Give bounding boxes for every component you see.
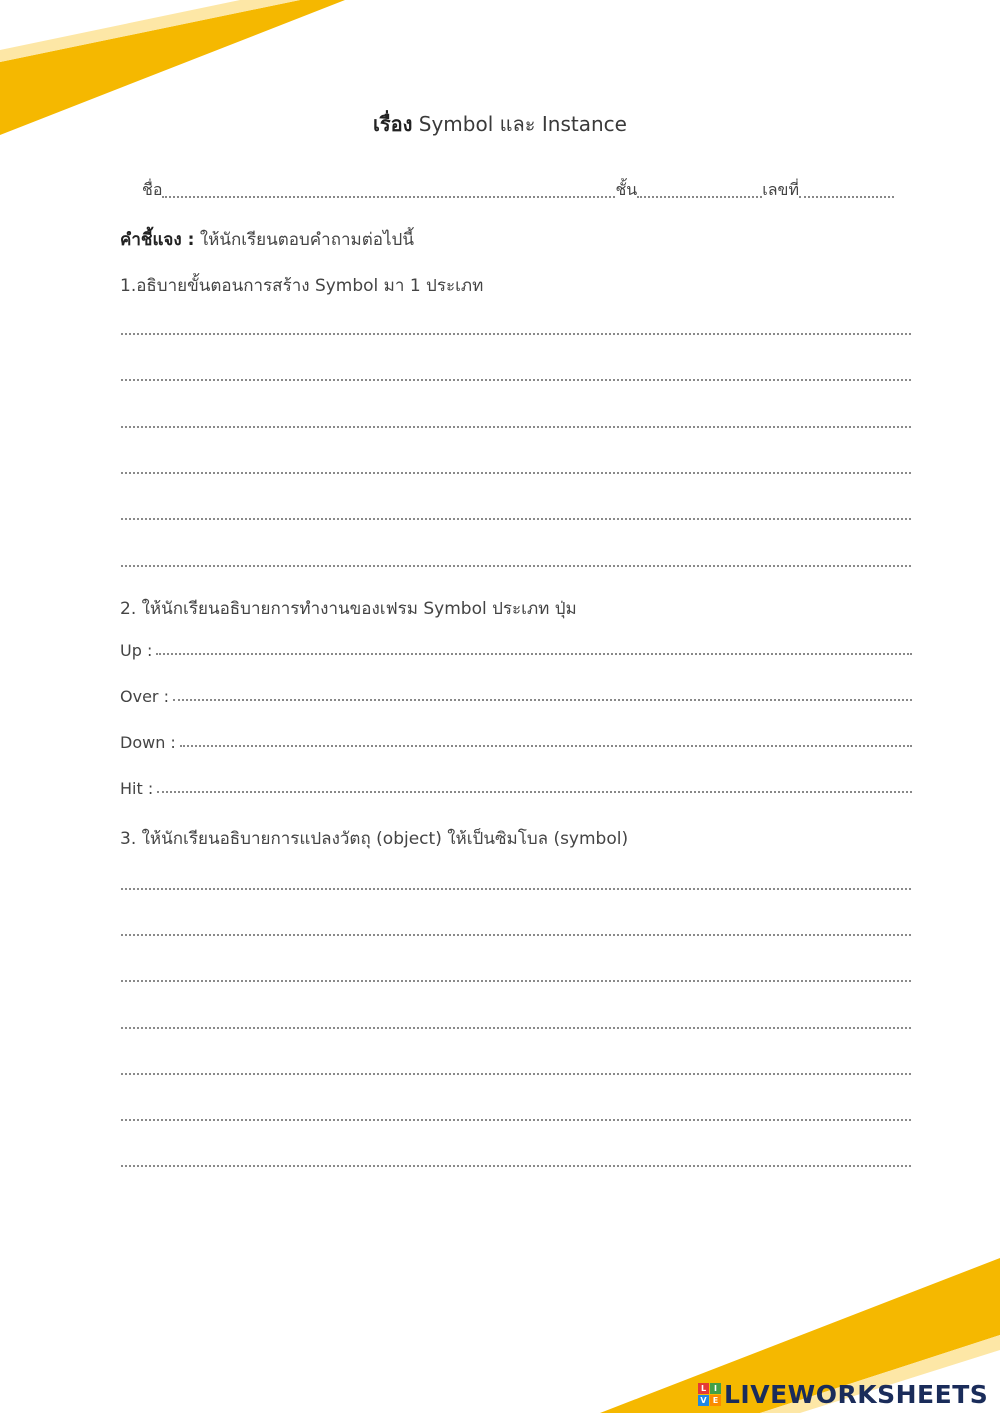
answer1-line-1[interactable] — [121, 332, 911, 335]
up-row — [120, 641, 912, 660]
logo-text: LIVEWORKSHEETS — [724, 1380, 989, 1409]
up-answer-field[interactable] — [156, 652, 912, 655]
logo-letter-v: V — [698, 1395, 709, 1406]
over-row — [120, 687, 912, 706]
hit-row — [120, 779, 912, 798]
question-2: 2. ให้นักเรียนอธิบายการทำงานของเฟรม Symbol ประเภท ปุ่ม — [120, 599, 577, 619]
logo-letter-e: E — [710, 1395, 721, 1406]
over-answer-field[interactable] — [173, 698, 912, 701]
page-title — [0, 108, 1000, 140]
instructions — [120, 226, 414, 253]
over-label: Over : — [120, 687, 169, 706]
logo-letter-i: I — [710, 1383, 721, 1394]
answer1-line-6[interactable] — [121, 564, 911, 567]
liveworksheets-logo — [698, 1380, 988, 1409]
answer1-line-3[interactable] — [121, 425, 911, 428]
down-label: Down : — [120, 733, 176, 752]
class-field[interactable] — [637, 195, 762, 198]
answer1-line-4[interactable] — [121, 471, 911, 474]
title-rest: Symbol และ Instance — [418, 112, 627, 136]
name-field[interactable] — [162, 195, 615, 198]
title-bold: เรื่อง — [373, 112, 413, 136]
question-1: 1.อธิบายขั้นตอนการสร้าง Symbol มา 1 ประเภท — [120, 276, 484, 296]
answer3-line-5[interactable] — [121, 1072, 911, 1075]
number-label: เลขที่ — [762, 180, 799, 199]
answer3-line-3[interactable] — [121, 979, 911, 982]
down-row — [120, 733, 912, 752]
answer1-line-5[interactable] — [121, 517, 911, 520]
student-info-row — [142, 178, 894, 203]
number-field[interactable] — [799, 195, 894, 198]
question-3: 3. ให้นักเรียนอธิบายการแปลงวัตถุ (object) ให้เป็นซิมโบล (symbol) — [120, 829, 629, 849]
logo-icon — [698, 1383, 721, 1406]
answer1-line-2[interactable] — [121, 378, 911, 381]
answer3-line-2[interactable] — [121, 933, 911, 936]
down-answer-field[interactable] — [180, 744, 912, 747]
logo-letter-l: L — [698, 1383, 709, 1394]
hit-label: Hit : — [120, 779, 154, 798]
answer3-line-7[interactable] — [121, 1164, 911, 1167]
instructions-text: ให้นักเรียนตอบคำถามต่อไปนี้ — [199, 230, 414, 250]
answer3-line-1[interactable] — [121, 887, 911, 890]
class-label: ชั้น — [615, 180, 638, 199]
hit-answer-field[interactable] — [157, 790, 912, 793]
answer3-line-6[interactable] — [121, 1118, 911, 1121]
name-label: ชื่อ — [142, 180, 163, 199]
up-label: Up : — [120, 641, 153, 660]
answer3-line-4[interactable] — [121, 1026, 911, 1029]
instructions-label: คำชี้แจง : — [120, 230, 195, 250]
